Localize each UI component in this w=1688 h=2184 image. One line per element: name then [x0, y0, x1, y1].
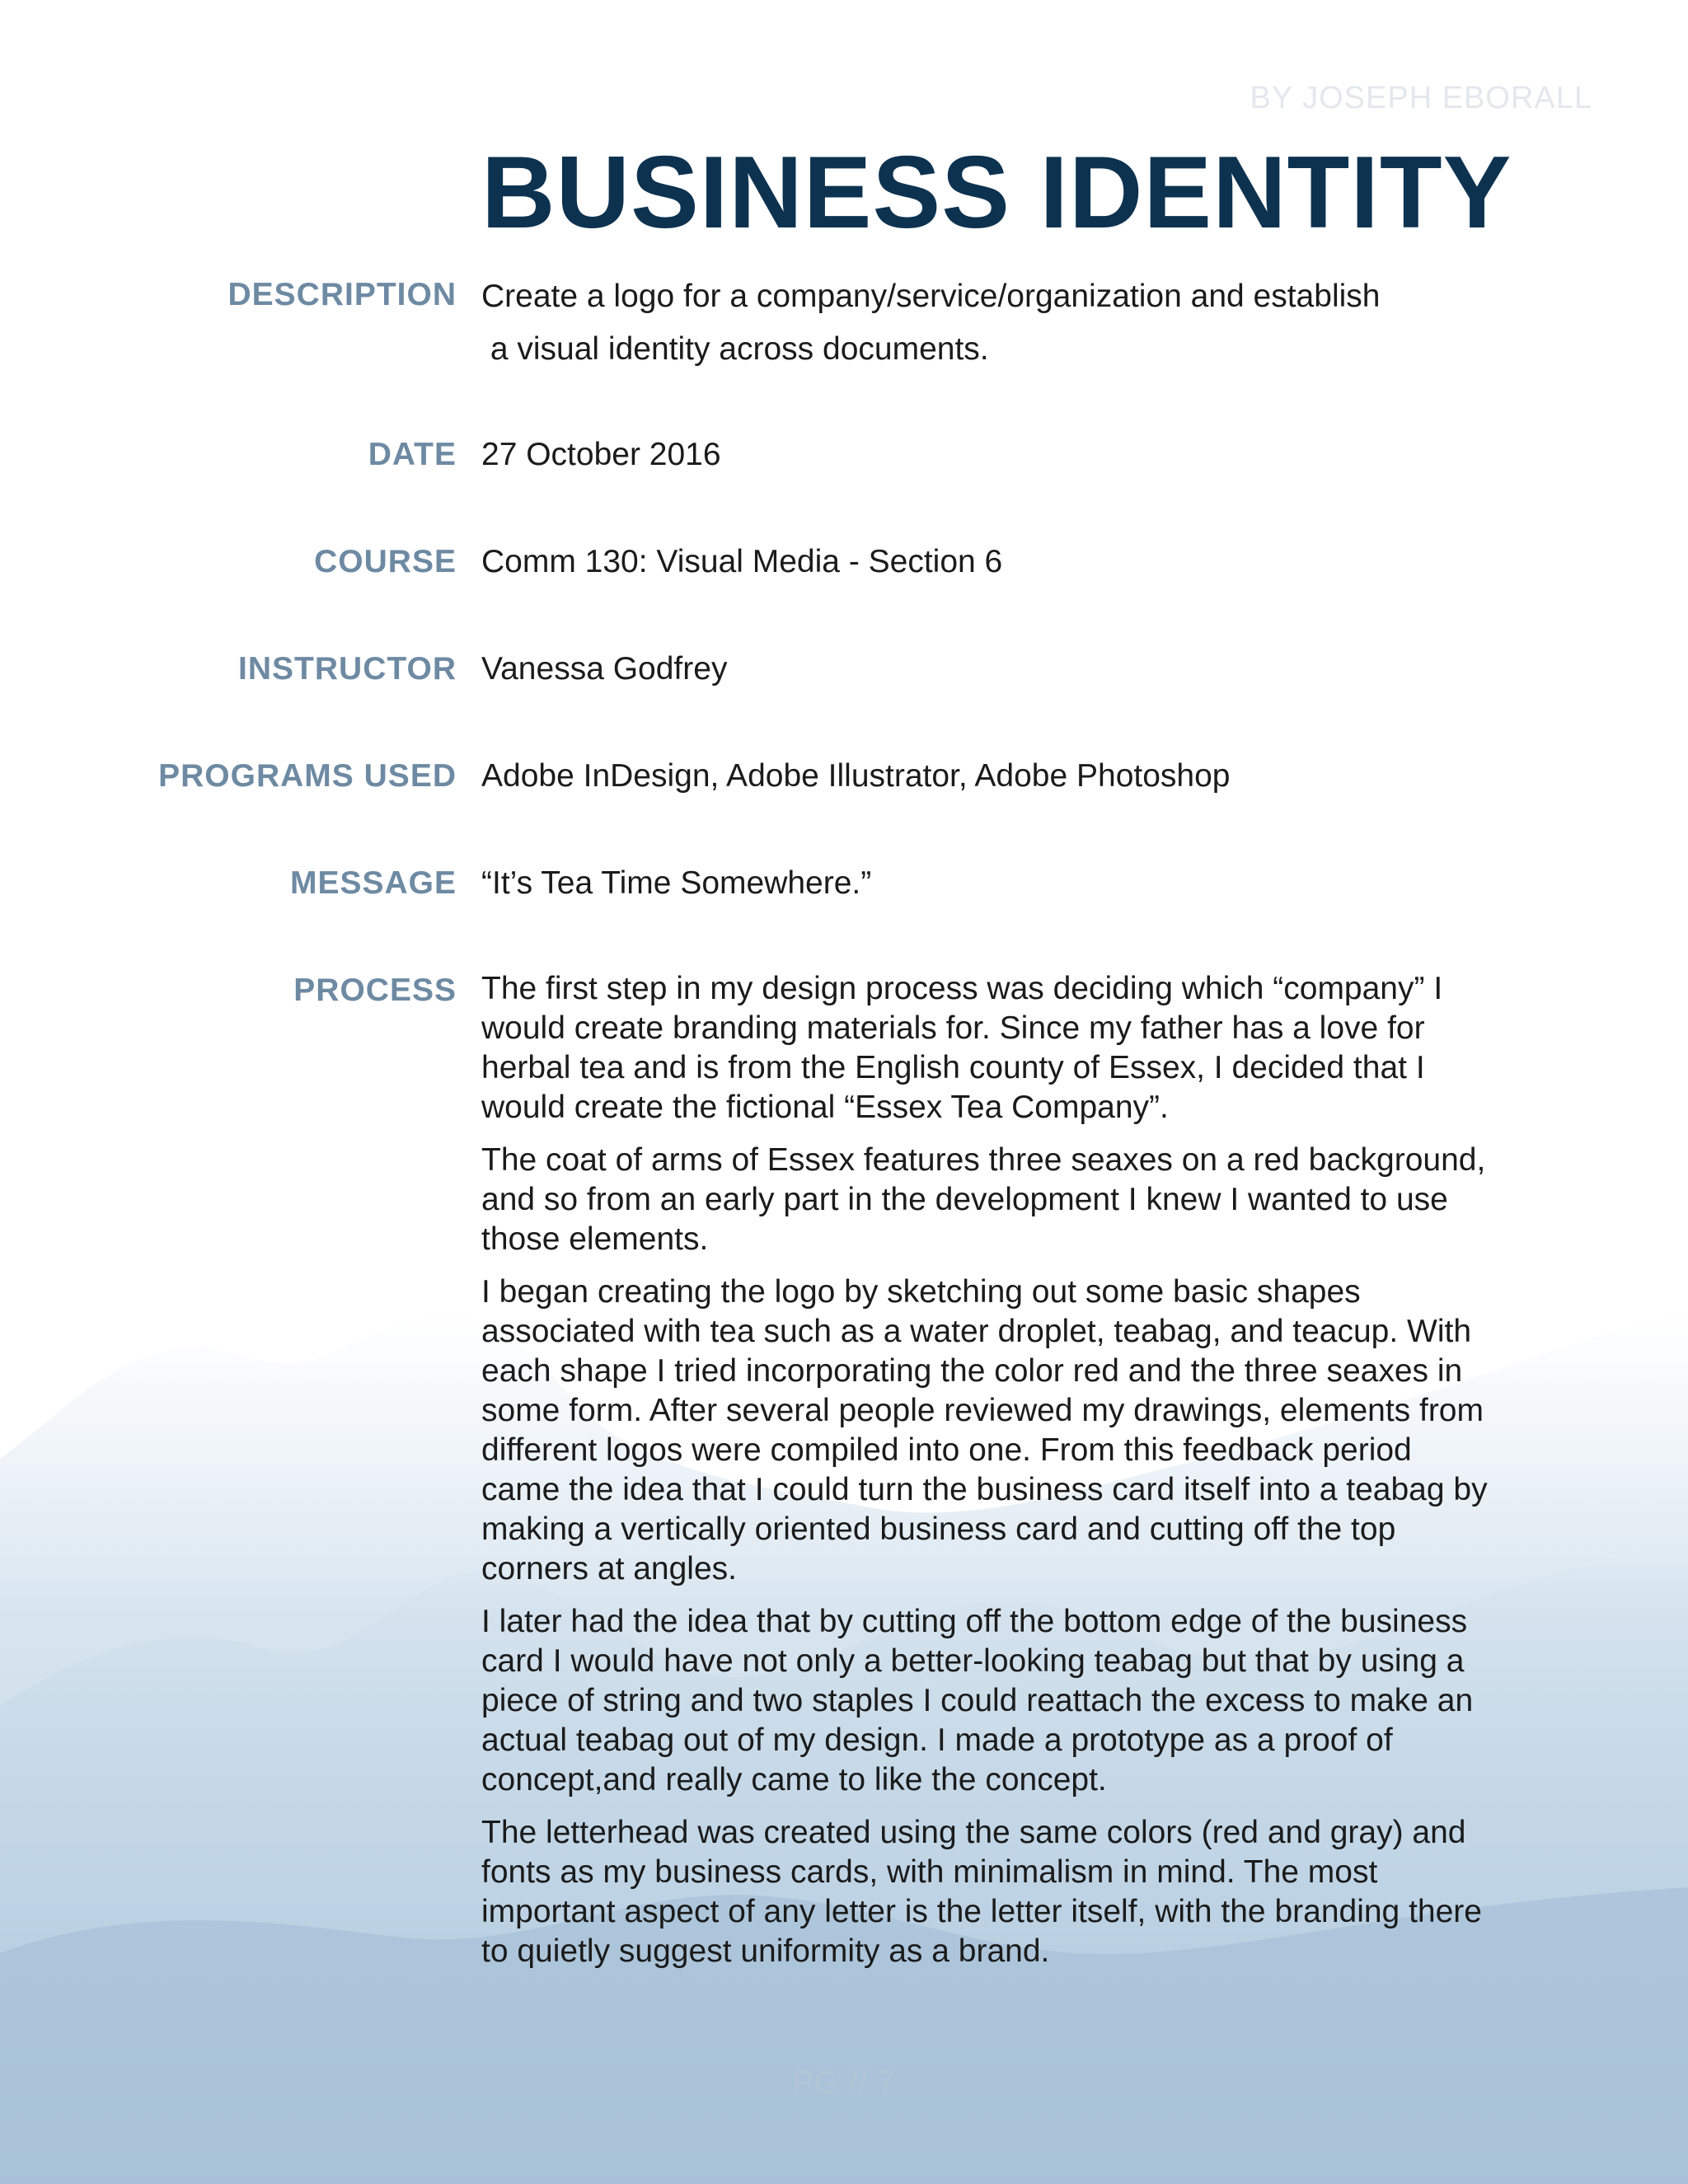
page-number: PG // 7: [792, 2065, 896, 2100]
process-label: PROCESS: [293, 972, 457, 1008]
page-title: BUSINESS IDENTITY: [481, 136, 1512, 250]
programs-label: PROGRAMS USED: [158, 758, 457, 794]
message-value: “It’s Tea Time Somewhere.”: [481, 865, 872, 901]
description-line-1: Create a logo for a company/service/organization and establish: [481, 279, 1381, 314]
author-byline: BY JOSEPH EBORALL: [1250, 81, 1592, 115]
process-paragraph: The letterhead was created using the same colors (red and gray) and fonts as my business cards, with minimalism in mind. The most important aspect of any letter is the letter itself, with the branding there to quietly suggest uniformity as a brand.: [481, 1815, 1482, 1969]
instructor-value: Vanessa Godfrey: [481, 651, 728, 687]
process-paragraph: The first step in my design process was deciding which “company” I would create branding materials for. Since my father has a love for herbal tea and is from the English county of Essex, I decided that I would create the fictional “Essex Tea Company”.: [481, 971, 1443, 1125]
description-line-2: a visual identity across documents.: [481, 331, 989, 367]
process-paragraph: I began creating the logo by sketching out some basic shapes associated with tea such as a water droplet, teabag, and teacup. With each shape I tried incorporating the color red and the three seaxes in some form. After several people reviewed my drawings, elements from different logos were compiled into one. From this feedback period came the idea that I could turn the business card itself into a teabag by making a vertically oriented business card and cutting off the top corners at angles.: [481, 1274, 1488, 1586]
process-paragraph: The coat of arms of Essex features three seaxes on a red background, and so from an early part in the development I knew I wanted to use those elements.: [481, 1142, 1486, 1257]
process-paragraph: I later had the idea that by cutting off the bottom edge of the business card I would have not only a better-looking teabag but that by using a piece of string and two staples I could reattach the excess to make an actual teabag out of my design. I made a prototype as a proof of concept,and really came to like the concept.: [481, 1604, 1474, 1797]
course-value: Comm 130: Visual Media - Section 6: [481, 544, 1003, 579]
date-label: DATE: [368, 437, 457, 472]
course-label: COURSE: [314, 544, 457, 579]
description-value: [481, 270, 1503, 376]
instructor-label: INSTRUCTOR: [238, 651, 457, 687]
date-value: 27 October 2016: [481, 437, 721, 472]
description-label: DESCRIPTION: [227, 277, 457, 312]
message-label: MESSAGE: [289, 865, 457, 901]
programs-value: Adobe InDesign, Adobe Illustrator, Adobe Photoshop: [481, 758, 1231, 794]
process-body: [481, 969, 1493, 1985]
